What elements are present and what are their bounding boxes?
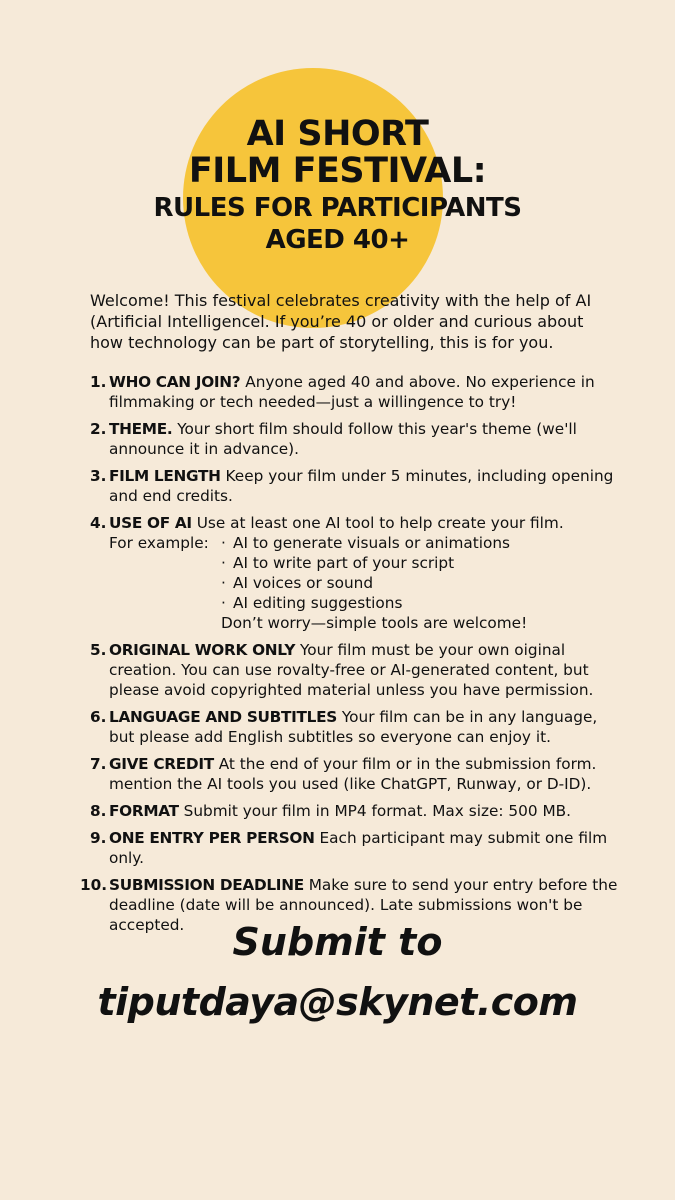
rule-number: 1. [90,373,107,391]
title-line-1: AI SHORT [246,114,429,154]
rule-number: 7. [90,755,107,773]
examples-block [109,533,620,613]
title-line-4: AGED 40+ [265,225,410,255]
rule-item [90,828,620,868]
rule-item [90,466,620,506]
rule-text: Your film must be your own oiginal creation. You can use rovalty-free or AI-generated content, but please avoid copyrighted material unless you have permission. [109,641,594,699]
rule-item [90,640,620,700]
rule-text: Make sure to send your entry before the deadline (date will be announced). Late submissions won't be accepted. [109,876,618,934]
reassurance-note: Don’t worry—simple tools are welcome! [221,614,528,632]
rule-text: Submit your film in MP4 format. Max size: 500 MB. [178,802,572,820]
title-line-3: RULES FOR PARTICIPANTS [153,193,522,223]
example-item: · AI voices or sound [221,573,510,593]
example-item: · AI to generate visuals or animations [221,533,510,553]
rule-heading: FORMAT [109,802,179,820]
rule-item [90,372,620,412]
rule-text: Use at least one AI tool to help create your film. [191,514,564,532]
rule-heading: FILM LENGTH [109,467,221,485]
rule-heading: ORIGINAL WORK ONLY [109,641,296,659]
rule-heading: GIVE CREDIT [109,755,214,773]
rule-text: Each participant may submit one film only. [109,829,608,867]
rule-number: 2. [90,420,107,438]
rule-number: 9. [90,829,107,847]
rule-number: 4. [90,514,107,532]
rule-heading: USE OF AI [109,514,192,532]
rule-number: 3. [90,467,107,485]
submit-email: tiputdaya@skynet.com [97,980,578,1024]
rule-item [90,801,620,821]
rule-number: 5. [90,641,107,659]
rule-text: At the end of your film or in the submission form. mention the AI tools you used (like ChatGPT, Runway, or D-ID). [109,755,597,793]
page-title [0,116,675,255]
rule-heading: ONE ENTRY PER PERSON [109,829,315,847]
rule-heading: LANGUAGE AND SUBTITLES [109,708,337,726]
rule-text: Anyone aged 40 and above. No experience in filmmaking or tech needed—just a willingence to try! [109,373,595,411]
rule-number: 8. [90,802,107,820]
example-label: For example: [109,534,209,552]
rule-item [90,707,620,747]
rule-number: 6. [90,708,107,726]
rule-heading: SUBMISSION DEADLINE [109,876,304,894]
rule-item [90,513,620,633]
rule-heading: THEME. [109,420,173,438]
examples-list [221,533,510,613]
rule-item [90,419,620,459]
rule-item [90,754,620,794]
intro-paragraph: Welcome! This festival celebrates creativity with the help of AI (Artificial Intelligencel. If you’re 40 or older and curious about how technology can be part of storytelling, this is for you. [90,291,592,352]
example-item: · AI editing suggestions [221,593,510,613]
submit-heading: Submit to [232,920,443,964]
rule-number: 10. [80,876,108,894]
rules-list [80,372,620,942]
rule-text: Your film can be in any language, but please add English subtitles so everyone can enjoy it. [109,708,598,746]
rule-heading: WHO CAN JOIN? [109,373,241,391]
rule-text: Keep your film under 5 minutes, including opening and end credits. [109,467,614,505]
rule-text: Your short film should follow this year's theme (we'll announce it in advance). [109,420,577,458]
title-line-2: FILM FESTIVAL: [188,151,487,191]
example-item: · AI to write part of your script [221,553,510,573]
